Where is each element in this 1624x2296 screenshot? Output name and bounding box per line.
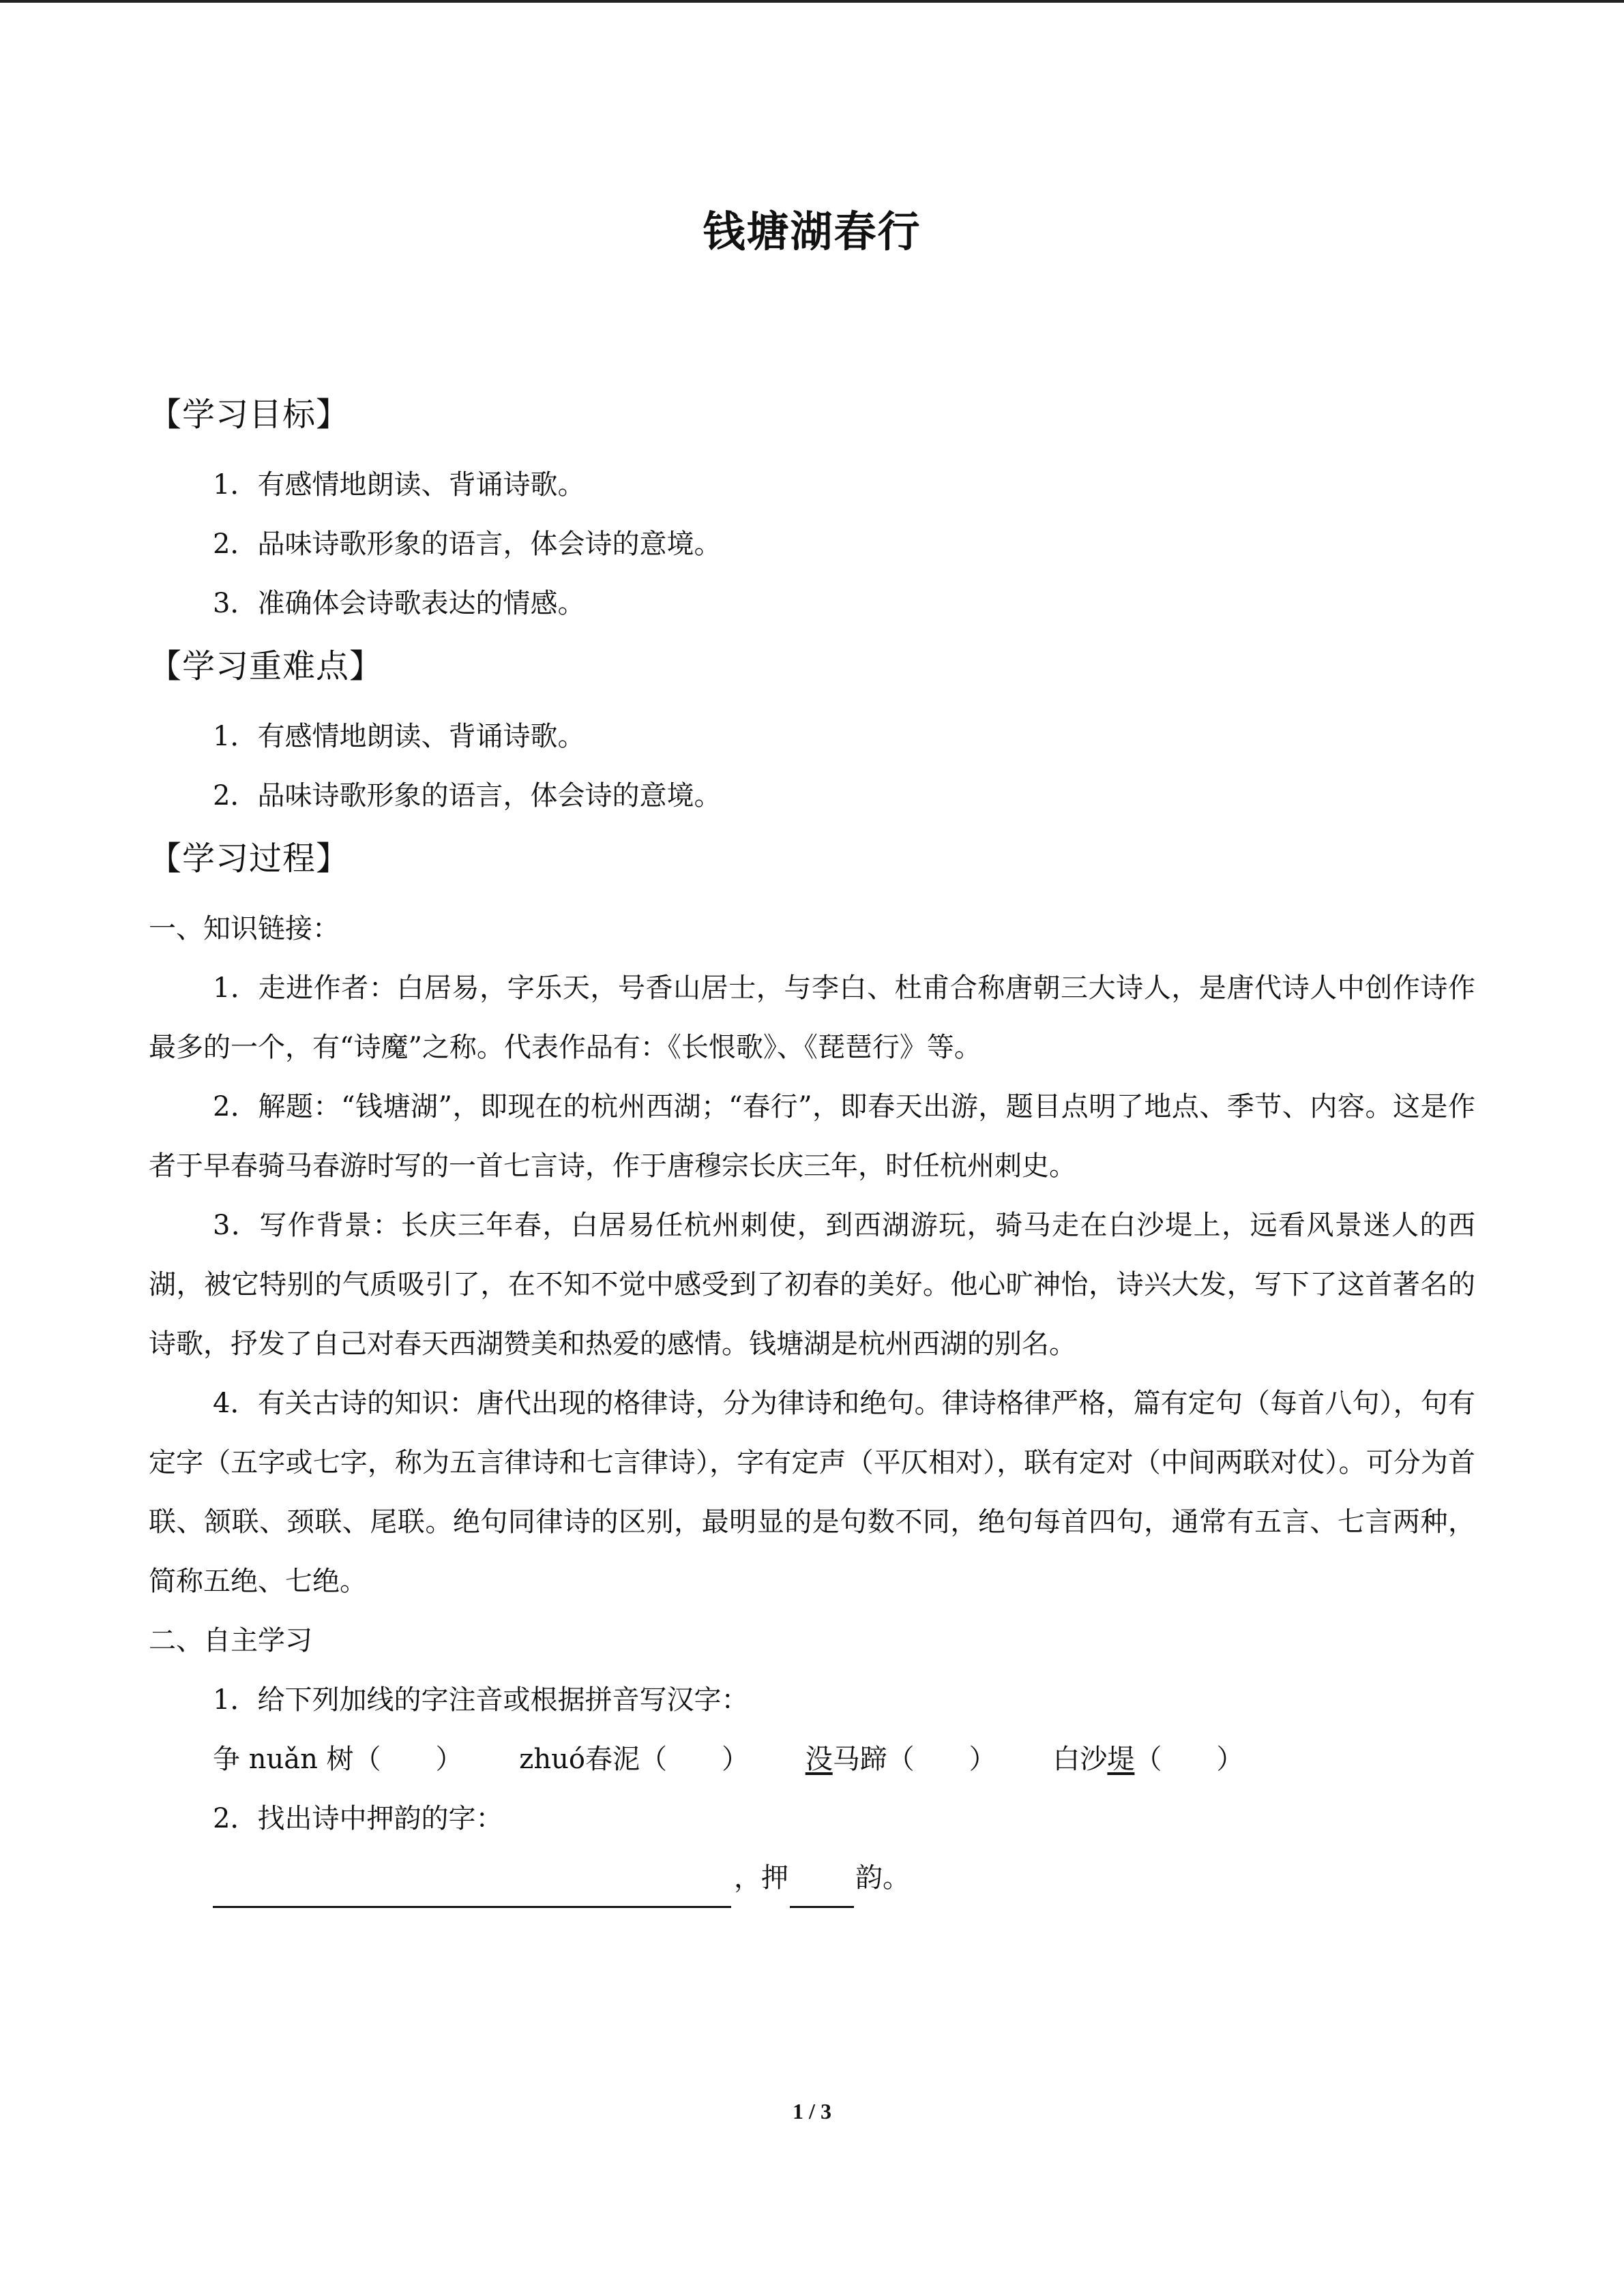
top-border-line	[0, 0, 1624, 3]
page-title: 钱塘湖春行	[703, 207, 921, 256]
knowledge-paragraph: 3．写作背景：长庆三年春，白居易任杭州刺使，到西湖游玩，骑马走在白沙堤上，远看风景迷人的西湖，被它特别的气质吸引了，在不知不觉中感受到了初春的美好。他心旷神怡，诗兴大发，写下了这首著名的诗歌，抒发了自己对春天西湖赞美和热爱的感情。钱塘湖是杭州西湖的别名。	[149, 1210, 1475, 1360]
knowledge-paragraph: 1．走进作者：白居易，字乐天，号香山居士，与李白、杜甫合称唐朝三大诗人，是唐代诗人中创作诗作最多的一个，有“诗魔”之称。代表作品有：《长恨歌》、《琵琶行》等。	[149, 972, 1475, 1063]
pinyin-item: 没马蹄（ ）	[805, 1744, 996, 1775]
pinyin-item: 争 nuǎn 树（ ）	[213, 1744, 463, 1775]
underlined-char: 堤	[1107, 1744, 1135, 1775]
question-1: 1．给下列加线的字注音或根据拼音写汉字：	[213, 1684, 749, 1716]
answer-blank-short[interactable]	[790, 1870, 854, 1908]
key-point-item: 2．品味诗歌形象的语言，体会诗的意境。	[213, 780, 722, 811]
underlined-char: 没	[805, 1744, 833, 1775]
key-point-item: 1．有感情地朗读、背诵诗歌。	[213, 721, 585, 752]
section-heading-objectives: 【学习目标】	[149, 396, 350, 434]
pinyin-item: 白沙堤（ ）	[1052, 1744, 1244, 1775]
question-2: 2．找出诗中押韵的字：	[213, 1803, 503, 1834]
document-body	[149, 382, 1475, 1908]
part2-title: 二、自主学习	[149, 1625, 312, 1656]
knowledge-paragraph: 2．解题：“钱塘湖”，即现在的杭州西湖；“春行”，即春天出游，题目点明了地点、季节、内容。这是作者于早春骑马春游时写的一首七言诗，作于唐穆宗长庆三年，时任杭州刺史。	[149, 1091, 1475, 1182]
section-heading-key-points: 【学习重难点】	[149, 647, 383, 685]
section-heading-process: 【学习过程】	[149, 839, 350, 878]
part1-title: 一、知识链接：	[149, 913, 340, 944]
objective-item: 1．有感情地朗读、背诵诗歌。	[213, 469, 585, 501]
objective-item: 3．准确体会诗歌表达的情感。	[213, 588, 585, 619]
knowledge-paragraph: 4．有关古诗的知识：唐代出现的格律诗，分为律诗和绝句。律诗格律严格，篇有定句（每首八句），句有定字（五字或七字，称为五言律诗和七言律诗），字有定声（平仄相对），联有定对（中间两联对仗）。可分为首联、颔联、颈联、尾联。绝句同律诗的区别，最明显的是句数不同，绝句每首四句，通常有五言、七言两种，简称五绝、七绝。	[149, 1388, 1475, 1597]
pinyin-exercise-row	[149, 1730, 1475, 1789]
page-number: 1 / 3	[793, 2099, 831, 2123]
answer-blank-long[interactable]	[213, 1870, 731, 1908]
pinyin-item: zhuó春泥（ ）	[519, 1744, 749, 1775]
objective-item: 2．品味诗歌形象的语言，体会诗的意境。	[213, 528, 722, 560]
rhyme-answer-row: ，押 韵。	[149, 1849, 1475, 1908]
